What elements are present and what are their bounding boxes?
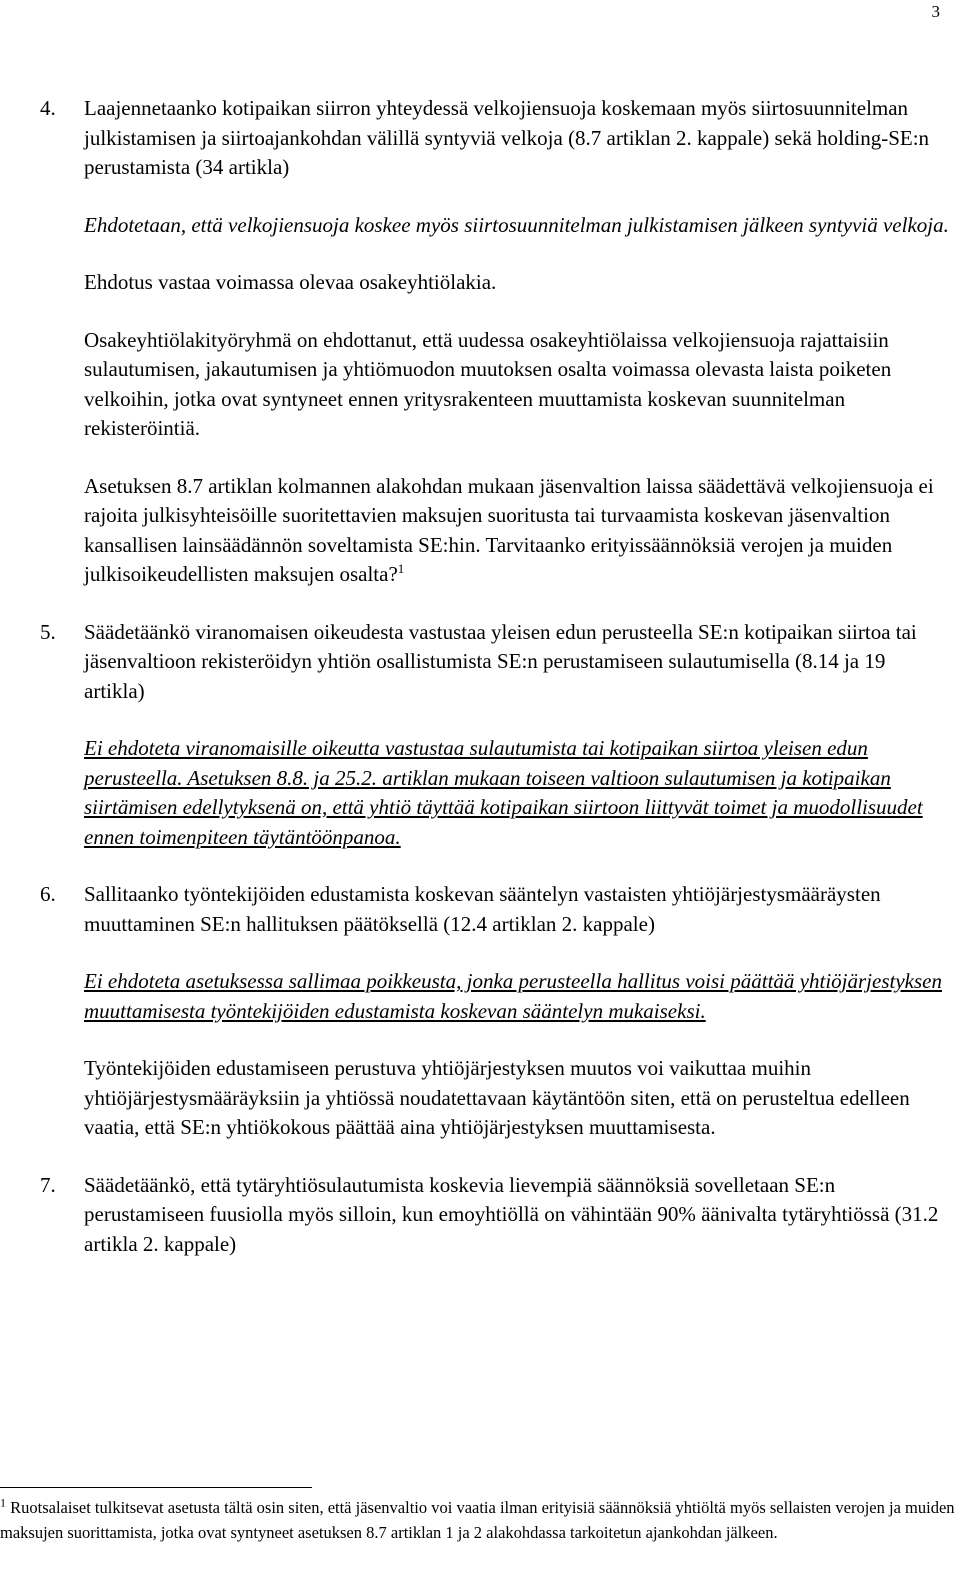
question-4 bbox=[40, 94, 950, 183]
question-text: Säädetäänkö viranomaisen oikeudesta vastustaa yleisen edun perusteella SE:n kotipaikan siirtoa tai jäsenvaltioon rekisteröidyn yhtiön osallistumista SE:n perustamiseen sulautumisella (8.14 ja 19 artikla) bbox=[84, 619, 917, 703]
footnote-text: Ruotsalaiset tulkitsevat asetusta tältä osin siten, että jäsenvaltio voi vaatia ilman erityisiä säännöksiä yhtiöltä myös sellaisten verojen ja muiden maksujen suorittamista, jotka ovat syntyneet asetuksen 8.7 artiklan 1 ja 2 alakohdassa tarkoitetun ajankohdan jälkeen. bbox=[0, 1498, 955, 1542]
q6-proposal: Ei ehdoteta asetuksessa sallimaa poikkeusta, jonka perusteella hallitus voisi päättää yhtiöjärjestyksen muuttamisesta työntekijöiden edustamista koskevan sääntelyn mukaiseksi. bbox=[84, 969, 942, 1023]
page-number: 3 bbox=[931, 2, 940, 21]
question-7 bbox=[40, 1171, 950, 1260]
footnote-divider bbox=[0, 1487, 312, 1488]
q4-paragraph-3-text: Asetuksen 8.7 artiklan kolmannen alakohdan mukaan jäsenvaltion laissa säädettävä velkojiensuoja ei rajoita julkisyhteisöille suoritettavien maksujen suoritusta tai turvaamista koskevan jäsenvaltion kansallisen lainsäädännön soveltamista SE:hin. Tarvitaanko erityissäännöksiä verojen ja muiden julkisoikeudellisten maksujen osalta? bbox=[84, 473, 934, 586]
question-text: Säädetäänkö, että tytäryhtiösulautumista koskevia lievempiä säännöksiä sovelletaan SE:n perustamiseen fuusiolla myös silloin, kun emoyhtiöllä on vähintään 90% äänivalta tytäryhtiössä (31.2 artikla 2. kappale) bbox=[84, 1172, 939, 1256]
question-6 bbox=[40, 880, 950, 939]
question-number: 6. bbox=[40, 882, 56, 906]
footnote-reference[interactable]: 1 bbox=[397, 561, 405, 576]
question-number: 4. bbox=[40, 96, 56, 120]
q4-paragraph-3 bbox=[84, 472, 950, 590]
footnote bbox=[0, 1496, 955, 1545]
q4-paragraph-1: Ehdotus vastaa voimassa olevaa osakeyhtiölakia. bbox=[84, 270, 497, 294]
question-text: Sallitaanko työntekijöiden edustamista koskevan sääntelyn vastaisten yhtiöjärjestysmääräysten muuttaminen SE:n hallituksen päätöksellä (12.4 artiklan 2. kappale) bbox=[84, 882, 881, 936]
question-5 bbox=[40, 618, 950, 707]
question-number: 7. bbox=[40, 1172, 56, 1197]
question-number: 5. bbox=[40, 619, 56, 644]
q4-proposal: Ehdotetaan, että velkojiensuoja koskee myös siirtosuunnitelman julkistamisen jälkeen syntyviä velkoja. bbox=[84, 212, 949, 237]
q6-paragraph-1: Työntekijöiden edustamiseen perustuva yhtiöjärjestyksen muutos voi vaikuttaa muihin yhtiöjärjestysmääräyksiin ja yhtiössä noudatettavaan käytäntöön siten, että on perusteltua edelleen vaatia, että SE:n yhtiökokous päättää aina yhtiöjärjestyksen muuttamisesta. bbox=[84, 1056, 910, 1139]
document-body bbox=[40, 94, 950, 1287]
question-text: Laajennetaanko kotipaikan siirron yhteydessä velkojiensuoja koskemaan myös siirtosuunnitelman julkistamisen ja siirtoajankohdan välillä syntyviä velkoja (8.7 artiklan 2. kappale) sekä holding-SE:n perustamista (34 artikla) bbox=[84, 96, 930, 179]
q5-proposal: Ei ehdoteta viranomaisille oikeutta vastustaa sulautumista tai kotipaikan siirtoa yleisen edun perusteella. Asetuksen 8.8. ja 25.2. artiklan mukaan toiseen valtioon sulautumisen ja kotipaikan siirtämisen edellytyksenä on, että yhtiö täyttää kotipaikan siirtoon liittyvät toimet ja muodollisuudet ennen toimenpiteen täytäntöönpanoa. bbox=[84, 736, 923, 849]
footnote-mark: 1 bbox=[0, 1495, 6, 1510]
q4-paragraph-2: Osakeyhtiölakityöryhmä on ehdottanut, että uudessa osakeyhtiölaissa velkojiensuoja rajattaisiin sulautumisen, jakautumisen ja yhtiömuodon muutoksen osalta voimassa olevasta laista poiketen velkoihin, jotka ovat syntyneet ennen yritysrakenteen muuttamista koskevan suunnitelman rekisteröintiä. bbox=[84, 327, 892, 440]
